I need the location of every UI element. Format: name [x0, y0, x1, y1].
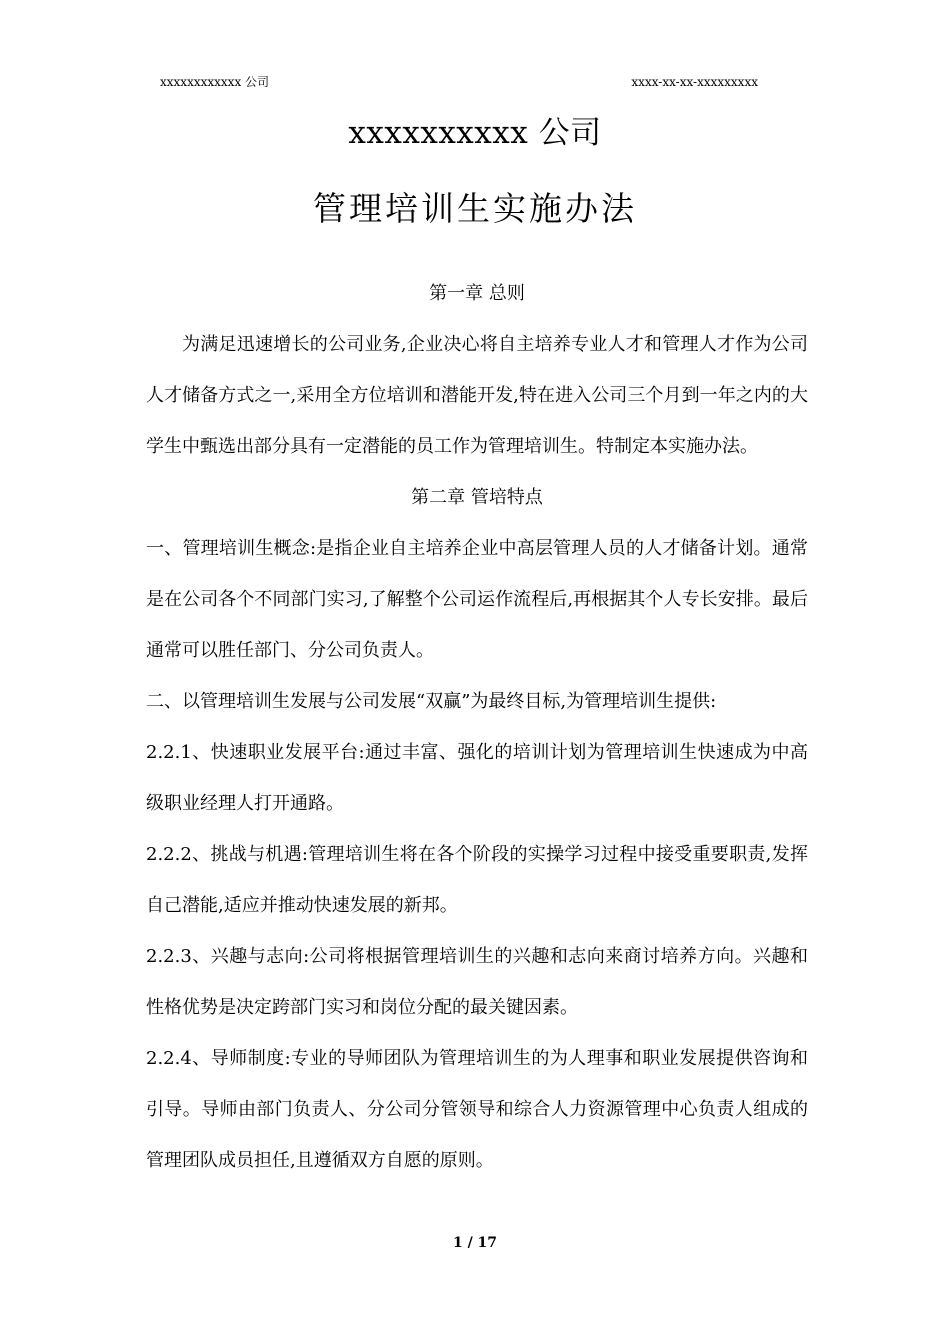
chapter-heading: 第二章 管培特点	[411, 487, 543, 508]
company-title: xxxxxxxxxx 公司	[348, 115, 602, 151]
paragraph: 二、以管理培训生发展与公司发展“双赢”为最终目标,为管理培训生提供:	[146, 691, 717, 712]
paragraph: 2.2.4、导师制度:专业的导师团队为管理培训生的为人理事和职业发展提供咨询和引导。导师由部门负责人、分公司分管领导和综合人力资源管理中心负责人组成的管理团队成员担任,且遵循双方自愿的原则。	[146, 1048, 808, 1171]
chapter-heading: 第一章 总则	[429, 283, 525, 304]
paragraph: 一、管理培训生概念:是指企业自主培养企业中高层管理人员的人才储备计划。通常是在公司各个不同部门实习,了解整个公司运作流程后,再根据其个人专长安排。最后通常可以胜任部门、分公司负责人。	[146, 538, 808, 661]
paragraph: 为满足迅速增长的公司业务,企业决心将自主培养专业人才和管理人才作为公司人才储备方式之一,采用全方位培训和潜能开发,特在进入公司三个月到一年之内的大学生中甄选出部分具有一定潜能的员工作为管理培训生。特制定本实施办法。	[146, 334, 808, 457]
page-number: 1 / 17	[452, 1235, 498, 1251]
document-title: 管理培训生实施办法	[313, 189, 637, 228]
paragraph: 2.2.1、快速职业发展平台:通过丰富、强化的培训计划为管理培训生快速成为中高级职业经理人打开通路。	[146, 742, 808, 814]
paragraph: 2.2.2、挑战与机遇:管理培训生将在各个阶段的实操学习过程中接受重要职责,发挥自己潜能,适应并推动快速发展的新邦。	[146, 844, 808, 916]
page-header	[160, 72, 758, 92]
document-body	[146, 268, 808, 1186]
paragraph: 2.2.3、兴趣与志向:公司将根据管理培训生的兴趣和志向来商讨培养方向。兴趣和性格优势是决定跨部门实习和岗位分配的最关键因素。	[146, 946, 808, 1018]
header-company: xxxxxxxxxxxx 公司	[160, 75, 270, 89]
header-rule	[152, 92, 766, 93]
header-doc-number: xxxx-xx-xx-xxxxxxxxx	[631, 75, 758, 89]
